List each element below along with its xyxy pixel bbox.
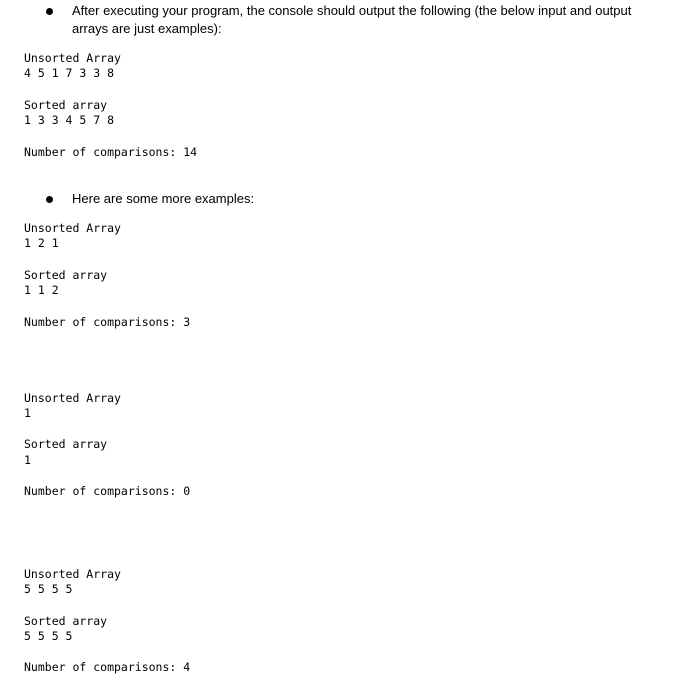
comparisons-count: Number of comparisons: 4: [24, 660, 191, 674]
unsorted-label: Unsorted Array: [24, 567, 121, 581]
unsorted-values: 1: [24, 406, 31, 420]
comparisons-count: Number of comparisons: 3: [24, 315, 191, 329]
sorted-label: Sorted array: [24, 268, 108, 282]
comparisons-count: Number of comparisons: 0: [24, 484, 191, 498]
unsorted-values: 5 5 5 5: [24, 582, 73, 596]
unsorted-label: Unsorted Array: [24, 221, 121, 235]
sorted-values: 5 5 5 5: [24, 629, 73, 643]
bullet-text-intro: After executing your program, the console should output the following (the below input and output arrays are just examples):: [72, 3, 632, 36]
sorted-values: 1: [24, 453, 31, 467]
unsorted-label: Unsorted Array: [24, 391, 121, 405]
unsorted-values: 4 5 1 7 3 3 8: [24, 66, 115, 80]
sorted-values: 1 1 2: [24, 283, 59, 297]
sorted-label: Sorted array: [24, 98, 108, 112]
unsorted-label: Unsorted Array: [24, 51, 121, 65]
sorted-values: 1 3 3 4 5 7 8: [24, 113, 115, 127]
unsorted-values: 1 2 1: [24, 236, 59, 250]
bullet-text-more-examples: Here are some more examples:: [72, 191, 255, 206]
sorted-label: Sorted array: [24, 614, 108, 628]
comparisons-count: Number of comparisons: 14: [24, 145, 198, 159]
bullet-dot-icon: [46, 196, 53, 203]
bullet-dot-icon: [46, 8, 53, 15]
sorted-label: Sorted array: [24, 437, 108, 451]
